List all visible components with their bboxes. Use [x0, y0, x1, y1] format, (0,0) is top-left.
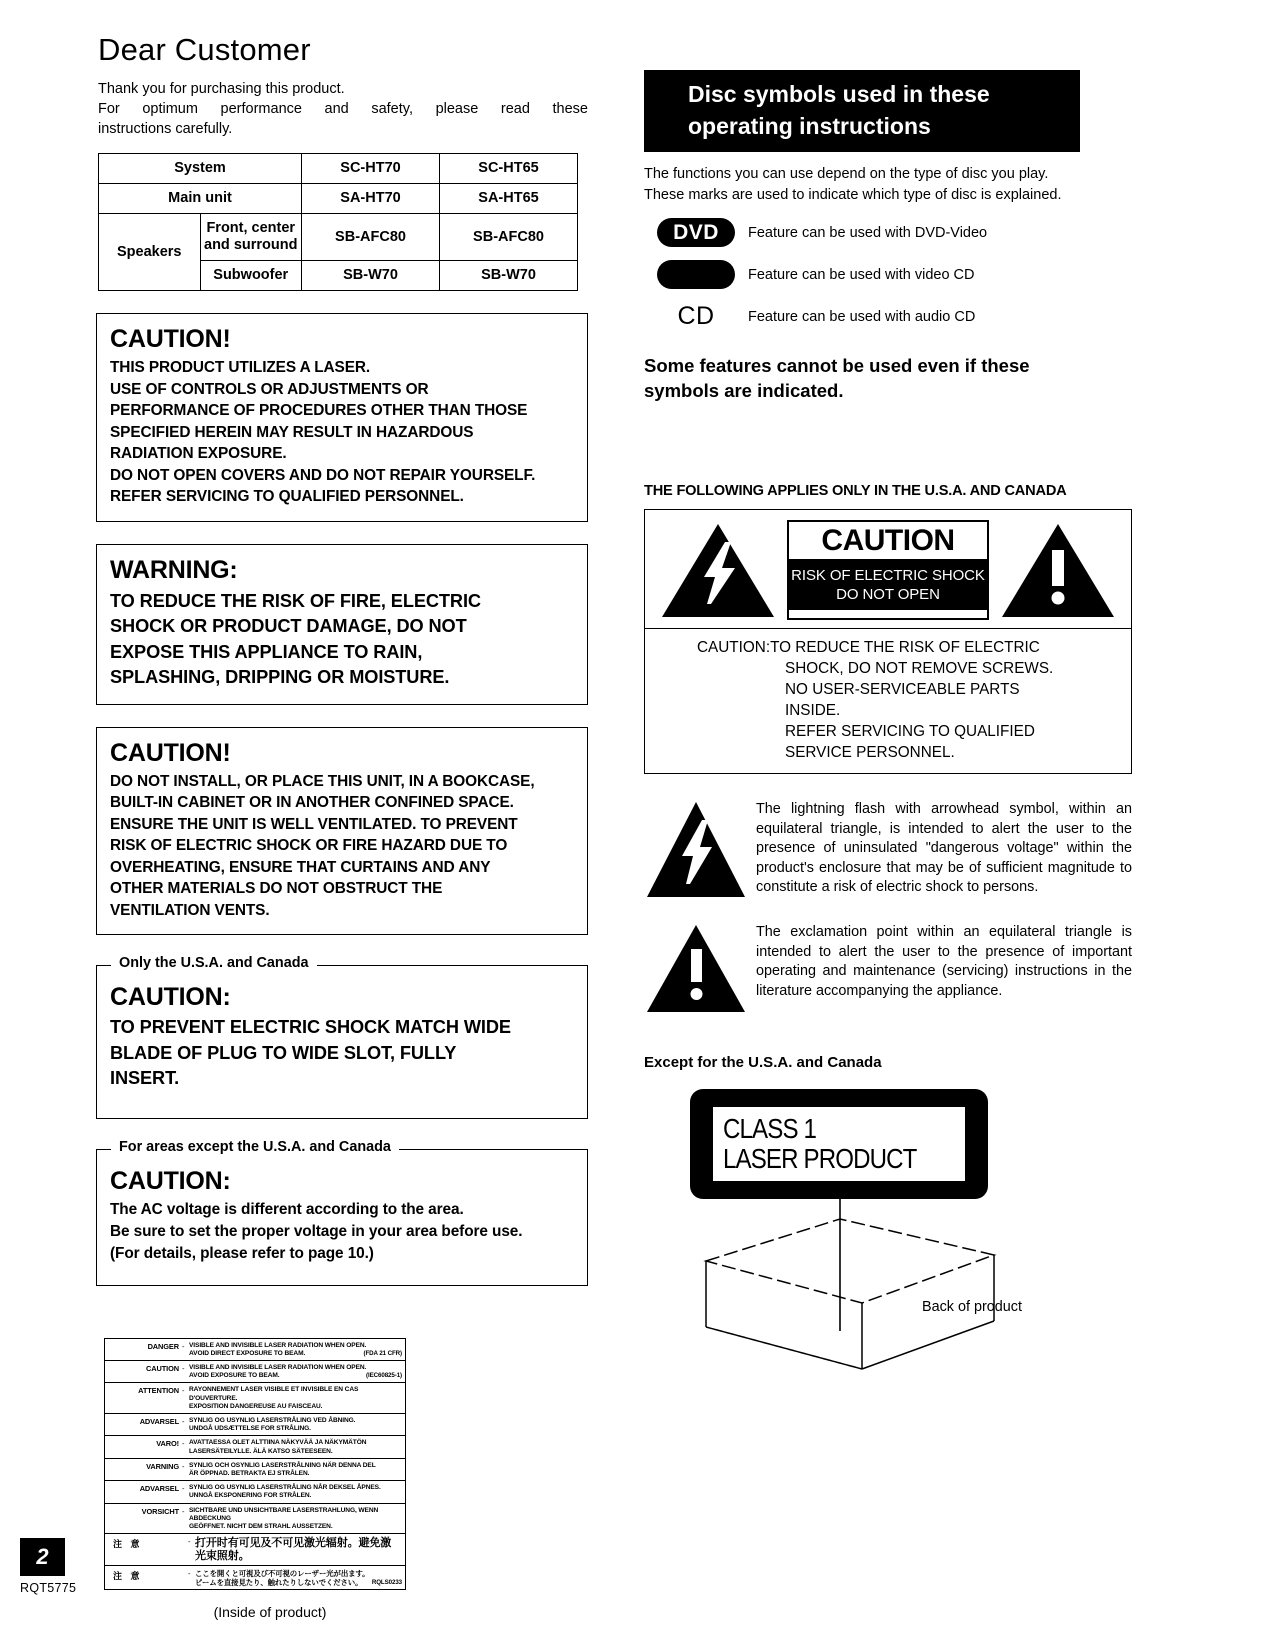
- cell-subwoofer-col2: SB-W70: [440, 261, 578, 291]
- disc-symbol-row-cd: [644, 302, 1132, 331]
- caution-install-line: VENTILATION VENTS.: [110, 901, 270, 919]
- laser-lang: 注 意: [113, 1571, 143, 1582]
- right-column: [644, 70, 1132, 1389]
- laser-lang: VARO!: [156, 1439, 179, 1449]
- warning-line: TO REDUCE THE RISK OF FIRE, ELECTRIC: [110, 590, 481, 611]
- dvd-badge-cell: [644, 218, 748, 247]
- page-number-badge: 2: [20, 1538, 65, 1576]
- front-center-line-2: and surround: [204, 237, 298, 253]
- laser-text-line: RAYONNEMENT LASER VISIBLE ET INVISIBLE EN CAS D'OUVERTURE.: [189, 1386, 359, 1402]
- caution-label-top: [645, 510, 1131, 628]
- laser-text-line: UNNGÅ EKSPONERING FOR STRÅLEN.: [189, 1492, 312, 1500]
- disc-symbols-header-line-2: operating instructions: [688, 113, 931, 139]
- laser-text: [189, 1340, 405, 1359]
- laser-dash: -: [182, 1363, 185, 1373]
- cell-system-col2: SC-HT65: [440, 154, 578, 184]
- cell-system-label: System: [99, 154, 302, 184]
- cd-badge-icon: CD: [677, 302, 715, 330]
- lightning-explanation: [644, 800, 1132, 905]
- laser-text-line: SYNLIG OCH OSYNLIG LASERSTRÅLNING NÄR DENNA DEL: [189, 1461, 376, 1469]
- videocd-description: Feature can be used with video CD: [748, 266, 975, 283]
- caution-body-line: SHOCK, DO NOT REMOVE SCREWS.: [785, 660, 1054, 677]
- caution-install-line: OTHER MATERIALS DO NOT OBSTRUCT THE: [110, 880, 443, 897]
- laser-text-line: AVATTAESSA OLET ALTTIINA NÄKYVÄÄ JA NÄKYMÄTÖN: [189, 1439, 367, 1447]
- caution-label-body: [645, 628, 1131, 773]
- caution-area-heading: CAUTION:: [110, 1166, 231, 1195]
- disc-intro-line-2: These marks are used to indicate which type of disc is explained.: [644, 186, 1062, 203]
- caution-area-line: (For details, please refer to page 10.): [110, 1244, 374, 1262]
- laser-label-row: [105, 1534, 405, 1566]
- caution-body-line: REFER SERVICING TO QUALIFIED: [785, 723, 1035, 740]
- caution-laser-line: RADIATION EXPOSURE.: [110, 445, 287, 462]
- exclamation-explanation: [644, 923, 1132, 1020]
- caution-area-legend: For areas except the U.S.A. and Canada: [111, 1139, 399, 1155]
- laser-text-line: UNDGÅ UDSÆTTELSE FOR STRÅLING.: [189, 1425, 311, 1433]
- caution-usa-body: [110, 1015, 574, 1092]
- class1-label-inner: [713, 1107, 965, 1181]
- caution-laser-line: THIS PRODUCT UTILIZES A LASER.: [110, 359, 371, 376]
- caution-area-body: [110, 1199, 574, 1265]
- caution-install-line: BUILT-IN CABINET OR IN ANOTHER CONFINED SPACE.: [110, 794, 514, 811]
- caution-usa-line: BLADE OF PLUG TO WIDE SLOT, FULLY: [110, 1042, 457, 1063]
- laser-text-line: ここを開くと可視及び不可視のレーザー光が出ます。: [195, 1569, 370, 1579]
- cell-system-col1: SC-HT70: [302, 154, 440, 184]
- exclamation-triangle-icon: [999, 520, 1117, 620]
- front-center-line-1: Front, center: [206, 220, 296, 236]
- laser-text-line: EXPOSITION DANGEREUSE AU FAISCEAU.: [189, 1402, 323, 1410]
- laser-text: [189, 1482, 405, 1501]
- lightning-explanation-text: The lightning flash with arrowhead symbol, within an equilateral triangle, is intended to alert the user to the presence of uninsulated "dangerous voltage" within the product's enclosure that may be of sufficient magnitude to constitute a risk of electric shock to persons.: [756, 801, 1132, 896]
- caution-install-line: DO NOT INSTALL, OR PLACE THIS UNIT, IN A BOOKCASE,: [110, 772, 535, 790]
- intro-line-1: Thank you for purchasing this product.: [98, 81, 345, 97]
- laser-label-row: [105, 1481, 405, 1503]
- laser-text-line: ビームを直接見たり、触れたりしないでください。: [195, 1578, 363, 1588]
- laser-text: [189, 1415, 405, 1434]
- class1-laser-product-label: [690, 1089, 988, 1199]
- back-of-product-caption: Back of product: [922, 1299, 1022, 1315]
- caution-body-line: SERVICE PERSONNEL.: [785, 744, 955, 761]
- laser-standard: (FDA 21 CFR): [363, 1349, 402, 1357]
- caution-usa-line: INSERT.: [110, 1068, 180, 1088]
- caution-body-line: NO USER-SERVICEABLE PARTS: [785, 681, 1020, 698]
- cell-mainunit-label: Main unit: [99, 184, 302, 214]
- caution-install-heading: CAUTION!: [110, 738, 231, 767]
- cell-subwoofer-label: Subwoofer: [200, 261, 302, 291]
- laser-label-row: [105, 1436, 405, 1458]
- exclamation-triangle-icon: [644, 923, 756, 1020]
- cd-badge-cell: [644, 302, 748, 331]
- caution-area-line: The AC voltage is different according to the area.: [110, 1200, 464, 1218]
- left-column: [96, 32, 588, 1620]
- laser-label-row: [105, 1566, 405, 1589]
- laser-lang: CAUTION: [146, 1363, 179, 1373]
- system-spec-table: [98, 153, 578, 291]
- caution-sublines: [789, 561, 987, 610]
- caution-body-line: CAUTION:TO REDUCE THE RISK OF ELECTRIC: [697, 639, 1040, 656]
- laser-dash: -: [188, 1537, 191, 1547]
- laser-text-line: VISIBLE AND INVISIBLE LASER RADIATION WHEN OPEN.: [189, 1341, 367, 1349]
- warning-line: EXPOSE THIS APPLIANCE TO RAIN,: [110, 641, 423, 662]
- laser-text: [189, 1362, 405, 1381]
- caution-install-line: RISK OF ELECTRIC SHOCK OR FIRE HAZARD DUE TO: [110, 837, 508, 854]
- laser-lang: VARNING: [146, 1461, 179, 1471]
- table-row: [99, 184, 578, 214]
- warning-line: SPLASHING, DRIPPING OR MOISTURE.: [110, 667, 450, 687]
- features-note-line-2: symbols are indicated.: [644, 380, 844, 401]
- features-note-line-1: Some features cannot be used even if these: [644, 355, 1030, 376]
- laser-lang: ATTENTION: [138, 1386, 179, 1396]
- cell-subwoofer-col1: SB-W70: [302, 261, 440, 291]
- disc-intro-line-1: The functions you can use depend on the type of disc you play.: [644, 166, 1049, 182]
- laser-text-line: 打开时有可见及不可见激光辐射。避免激光束照射。: [195, 1537, 392, 1563]
- laser-dash: -: [182, 1439, 185, 1449]
- cell-front-center-surround-label: [200, 214, 302, 261]
- laser-standard: RQLS0233: [371, 1579, 402, 1587]
- caution-install-box: [96, 727, 588, 936]
- laser-text-line: AVOID DIRECT EXPOSURE TO BEAM.: [189, 1349, 306, 1357]
- caution-laser-line: SPECIFIED HEREIN MAY RESULT IN HAZARDOUS: [110, 423, 474, 441]
- cell-front-col1: SB-AFC80: [302, 214, 440, 261]
- laser-text-line: SICHTBARE UND UNSICHTBARE LASERSTRAHLUNG, WENN ABDECKUNG: [189, 1506, 379, 1522]
- laser-text-line: SYNLIG OG USYNLIG LASERSTRÅLING VED ÅBNING.: [189, 1416, 356, 1424]
- intro-line-2: For optimum performance and safety, please read these: [98, 101, 588, 117]
- laser-dash: -: [188, 1569, 191, 1579]
- caution-subline-1: RISK OF ELECTRIC SHOCK: [791, 567, 985, 584]
- laser-label-row: [105, 1339, 405, 1361]
- laser-text: [189, 1460, 405, 1479]
- caution-usa-heading: CAUTION:: [110, 983, 231, 1011]
- laser-text-line: GEÖFFNET. NICHT DEM STRAHL AUSSETZEN.: [189, 1522, 333, 1530]
- videocd-badge-icon: [657, 260, 735, 289]
- laser-text: [195, 1567, 405, 1588]
- multilingual-laser-warning-label: [104, 1338, 406, 1591]
- cd-description: Feature can be used with audio CD: [748, 308, 976, 325]
- laser-text-line: ÄR ÖPPNAD. BETRAKTA EJ STRÅLEN.: [189, 1469, 310, 1477]
- class1-label-line-2: LASER PRODUCT: [723, 1143, 917, 1174]
- cell-speakers-label: Speakers: [99, 214, 201, 291]
- laser-standard: (IEC60825-1): [366, 1372, 402, 1380]
- part-number: RQT5775: [20, 1581, 77, 1595]
- laser-dash: -: [182, 1341, 185, 1351]
- class1-label-line-1: CLASS 1: [723, 1113, 817, 1144]
- laser-lang: ADVARSEL: [139, 1484, 179, 1494]
- disc-symbol-row-videocd: [644, 260, 1132, 289]
- warning-line: SHOCK OR PRODUCT DAMAGE, DO NOT: [110, 616, 467, 636]
- intro-paragraph: [98, 79, 588, 139]
- caution-laser-box: [96, 313, 588, 522]
- laser-lang: VORSICHT: [141, 1506, 179, 1516]
- laser-label-row: [105, 1459, 405, 1481]
- laser-dash: -: [182, 1484, 185, 1494]
- laser-text: [195, 1535, 405, 1564]
- laser-text-line: AVOID EXPOSURE TO BEAM.: [189, 1372, 280, 1380]
- disc-symbols-intro: [644, 164, 1132, 205]
- laser-text-line: VISIBLE AND INVISIBLE LASER RADIATION WHEN OPEN.: [189, 1363, 367, 1371]
- inside-of-product-caption: (Inside of product): [213, 1604, 327, 1621]
- lightning-bolt-triangle-icon: [644, 800, 756, 905]
- laser-label-row: [105, 1383, 405, 1414]
- caution-laser-line: DO NOT OPEN COVERS AND DO NOT REPAIR YOURSELF.: [110, 466, 536, 484]
- product-illustration: [644, 1199, 1132, 1389]
- laser-text-line: SYNLIG OG USYNLIG LASERSTRÅLING NÅR DEKSEL ÅPNES.: [189, 1484, 381, 1492]
- caution-wordmark: CAUTION: [789, 522, 987, 561]
- laser-text: [189, 1505, 405, 1533]
- disc-symbols-header: [644, 70, 1080, 152]
- features-note: [644, 353, 1132, 403]
- exclamation-explanation-text: The exclamation point within an equilateral triangle is intended to alert the user to the presence of important operating and maintenance (servicing) instructions in the literature accompanying the appliance.: [756, 924, 1132, 999]
- laser-dash: -: [182, 1416, 185, 1426]
- warning-body: [110, 589, 574, 691]
- laser-lang: DANGER: [147, 1341, 179, 1351]
- caution-usa-line: TO PREVENT ELECTRIC SHOCK MATCH WIDE: [110, 1017, 511, 1037]
- page-title: Dear Customer: [98, 32, 311, 67]
- laser-label-row: [105, 1414, 405, 1436]
- videocd-badge-cell: [644, 260, 748, 289]
- dvd-badge-icon: DVD: [657, 218, 735, 247]
- caution-other-areas-box: [96, 1138, 588, 1286]
- caution-body-line: INSIDE.: [785, 702, 841, 719]
- caution-laser-body: [110, 357, 574, 508]
- laser-label-row: [105, 1361, 405, 1383]
- caution-wordmark-box: [787, 520, 989, 620]
- lightning-bolt-triangle-icon: [659, 520, 777, 620]
- intro-line-3: instructions carefully.: [98, 121, 233, 137]
- cell-mainunit-col2: SA-HT65: [440, 184, 578, 214]
- caution-install-line: OVERHEATING, ENSURE THAT CURTAINS AND ANY: [110, 858, 491, 876]
- laser-dash: -: [182, 1386, 185, 1396]
- caution-usa-canada-box: [96, 955, 588, 1119]
- caution-subline-2: DO NOT OPEN: [836, 586, 940, 603]
- caution-area-line: Be sure to set the proper voltage in your area before use.: [110, 1222, 523, 1240]
- caution-laser-heading: CAUTION!: [110, 325, 231, 353]
- laser-text: [189, 1384, 405, 1412]
- caution-usa-legend: Only the U.S.A. and Canada: [111, 955, 317, 971]
- product-box-drawing: [644, 1199, 1124, 1389]
- caution-laser-line: USE OF CONTROLS OR ADJUSTMENTS OR: [110, 380, 429, 398]
- applies-usa-canada-heading: THE FOLLOWING APPLIES ONLY IN THE U.S.A. AND CANADA: [644, 483, 1067, 499]
- warning-heading: WARNING:: [110, 555, 238, 584]
- table-row: [99, 214, 578, 261]
- laser-lang: ADVARSEL: [139, 1416, 179, 1426]
- caution-laser-line: REFER SERVICING TO QUALIFIED PERSONNEL.: [110, 488, 464, 505]
- table-row: [99, 154, 578, 184]
- laser-text: [189, 1437, 405, 1456]
- disc-symbols-header-line-1: Disc symbols used in these: [688, 81, 990, 107]
- cell-mainunit-col1: SA-HT70: [302, 184, 440, 214]
- laser-text-line: LASERSÄTEILYLLE. ÄLÄ KATSO SÄTEESEEN.: [189, 1447, 333, 1455]
- except-usa-canada-heading: Except for the U.S.A. and Canada: [644, 1054, 882, 1071]
- laser-dash: -: [182, 1506, 185, 1516]
- laser-lang: 注 意: [113, 1539, 143, 1550]
- laser-dash: -: [182, 1461, 185, 1471]
- warning-box: [96, 544, 588, 705]
- disc-symbol-row-dvd: [644, 218, 1132, 247]
- caution-install-line: ENSURE THE UNIT IS WELL VENTILATED. TO PREVENT: [110, 815, 518, 833]
- dvd-description: Feature can be used with DVD-Video: [748, 224, 988, 241]
- electric-shock-caution-label: [644, 509, 1132, 774]
- cell-front-col2: SB-AFC80: [440, 214, 578, 261]
- caution-laser-line: PERFORMANCE OF PROCEDURES OTHER THAN THOSE: [110, 402, 528, 419]
- caution-install-body: [110, 771, 574, 922]
- laser-label-row: [105, 1504, 405, 1535]
